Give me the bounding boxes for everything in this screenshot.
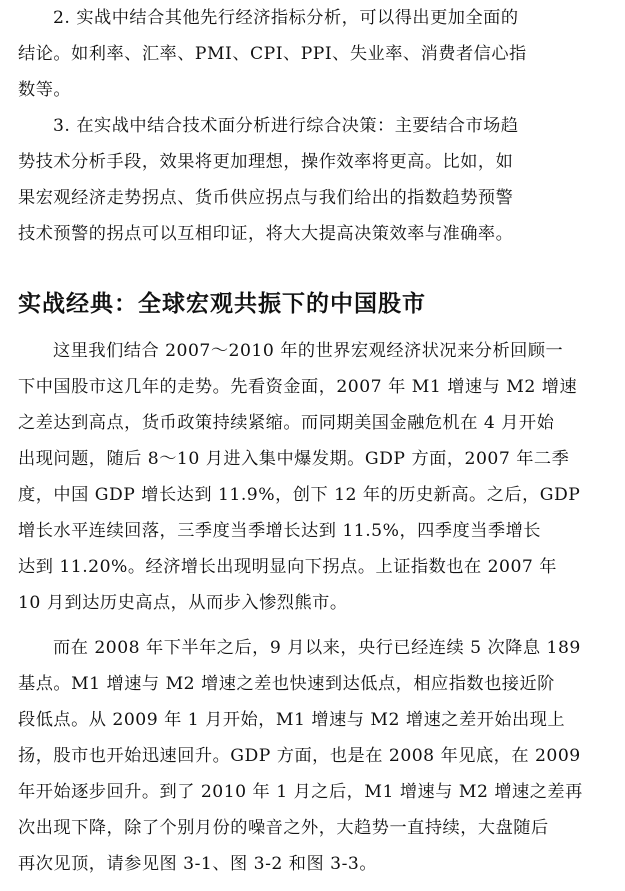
text-line: 而在 2008 年下半年之后，9 月以来，央行已经连续 5 次降息 189 — [53, 638, 581, 658]
text-line: 结论。如利率、汇率、PMI、CPI、PPI、失业率、消费者信心指 — [18, 44, 527, 64]
text-line: 度，中国 GDP 增长达到 11.9%，创下 12 年的历史新高。之后，GDP — [18, 485, 581, 505]
text-line: 势技术分析手段，效果将更加理想，操作效率将更高。比如，如 — [18, 152, 514, 172]
section-heading: 实战经典：全球宏观共振下的中国股市 — [18, 291, 426, 317]
text-line: 段低点。从 2009 年 1 月开始，M1 增速与 M2 增速之差开始出现上 — [18, 710, 566, 730]
text-line: 基点。M1 增速与 M2 增速之差也快速到达低点，相应指数也接近阶 — [18, 674, 555, 694]
text-line: 再次见顶，请参见图 3-1、图 3-2 和图 3-3。 — [18, 854, 378, 874]
text-line: 增长水平连续回落，三季度当季增长达到 11.5%，四季度当季增长 — [18, 521, 541, 541]
text-line: 数等。 — [18, 80, 72, 100]
text-line: 次出现下降，除了个别月份的噪音之外，大趋势一直持续，大盘随后 — [18, 818, 549, 838]
list-item-2 — [18, 0, 608, 108]
text-line: 2. 实战中结合其他先行经济指标分析，可以得出更加全面的 — [53, 8, 519, 28]
text-line: 3. 在实战中结合技术面分析进行综合决策：主要结合市场趋 — [53, 116, 519, 136]
paragraph-2 — [18, 630, 608, 882]
text-line: 年开始逐步回升。到了 2010 年 1 月之后，M1 增速与 M2 增速之差再 — [18, 782, 583, 802]
text-line: 果宏观经济走势拐点、货币供应拐点与我们给出的指数趋势预警 — [18, 188, 514, 208]
text-line: 这里我们结合 2007～2010 年的世界宏观经济状况来分析回顾一 — [53, 341, 564, 361]
paragraph-1 — [18, 333, 608, 621]
text-line: 下中国股市这几年的走势。先看资金面，2007 年 M1 增速与 M2 增速 — [18, 377, 578, 397]
text-line: 达到 11.20%。经济增长出现明显向下拐点。上证指数也在 2007 年 — [18, 557, 557, 577]
text-line: 之差达到高点，货币政策持续紧缩。而同期美国金融危机在 4 月开始 — [18, 413, 555, 433]
list-item-3 — [18, 108, 608, 252]
text-line: 10 月到达历史高点，从而步入惨烈熊市。 — [18, 593, 348, 613]
text-line: 出现问题，随后 8～10 月进入集中爆发期。GDP 方面，2007 年二季 — [18, 449, 570, 469]
text-line: 技术预警的拐点可以互相印证，将大大提高决策效率与准确率。 — [18, 224, 514, 244]
text-line: 扬，股市也开始迅速回升。GDP 方面，也是在 2008 年见底，在 2009 — [18, 746, 581, 766]
